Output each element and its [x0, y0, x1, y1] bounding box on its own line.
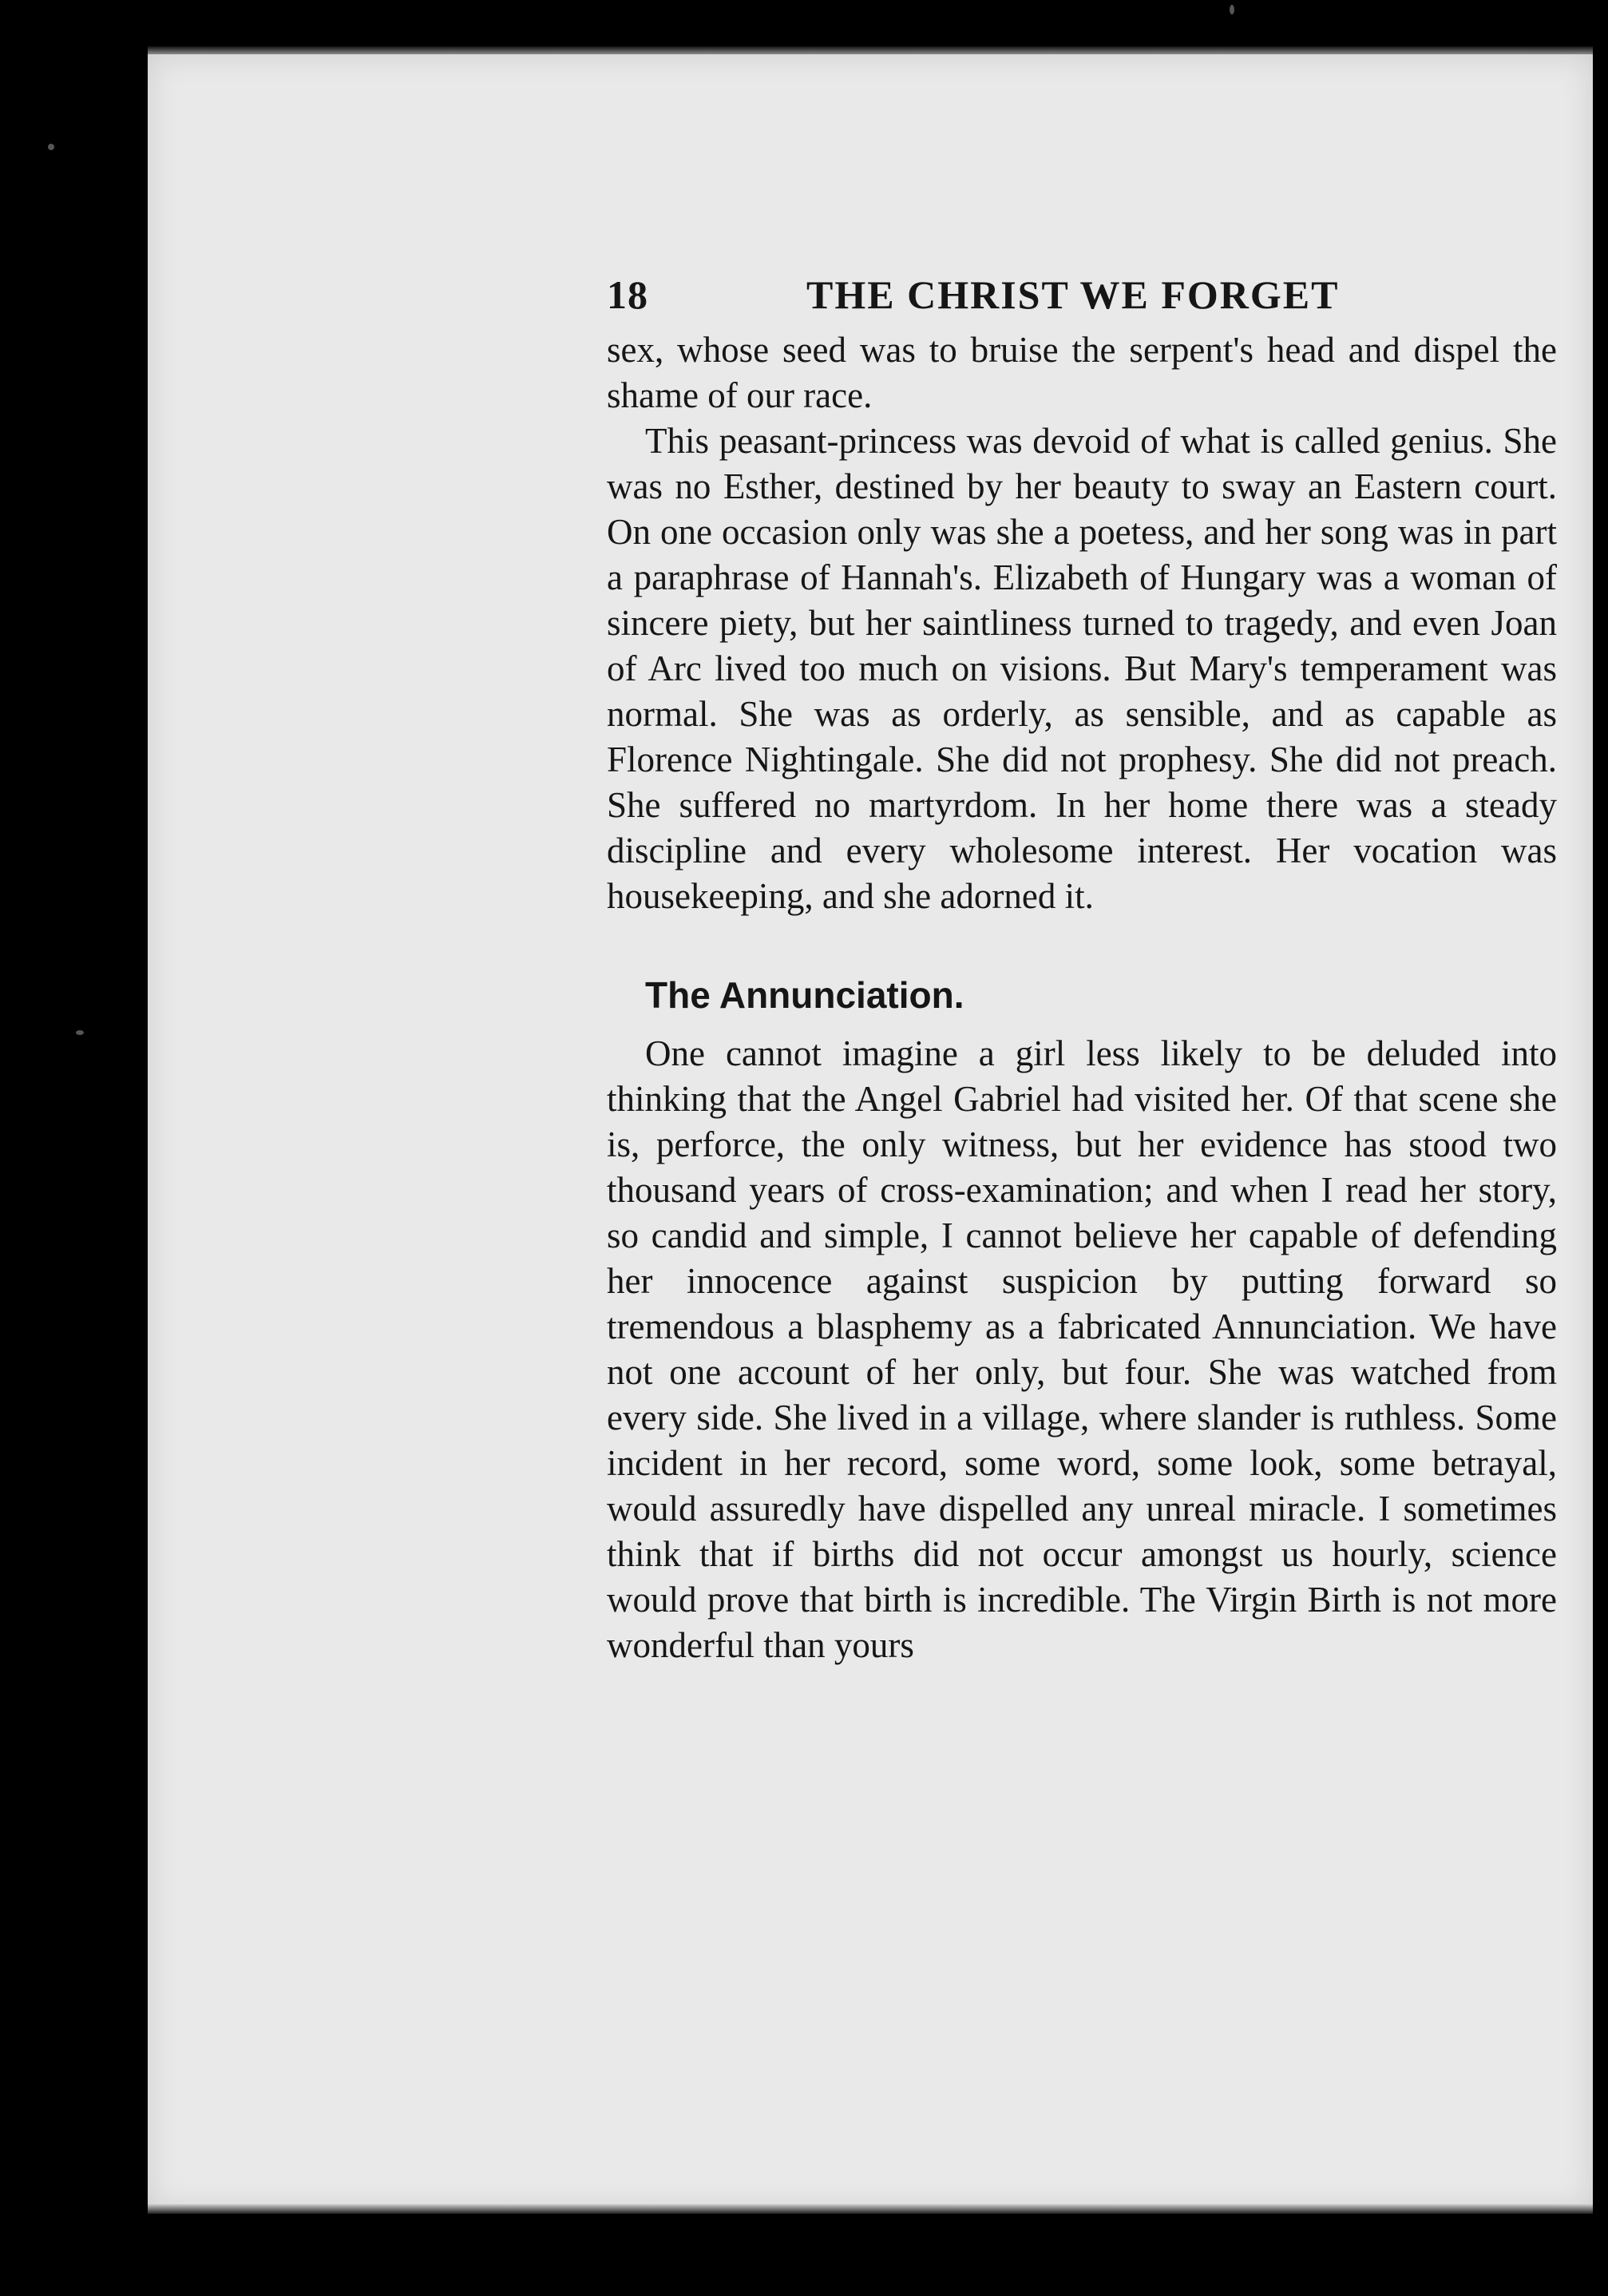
scan-speck — [1230, 5, 1234, 14]
section-heading: The Annunciation. — [645, 974, 964, 1016]
paragraph-continued: sex, whose seed was to bruise the serpent's head and dispel the shame of our race. — [607, 330, 1557, 415]
page-bottom-edge — [148, 2204, 1593, 2214]
paragraph: This peasant-princess was devoid of what is called genius. She was no Esther, destined by her beauty to sway an Eastern court. On one occasion only was she a poetess, and her song was in part a paraphrase of Hannah's. Elizabeth of Hungary was a woman of sincere piety, but her saintliness turned to tragedy, and even Joan of Arc lived too much on visions. But Mary's temperament was normal. She was as orderly, as sensible, and as capable as Florence Nightingale. She did not prophesy. She did not preach. She suffered no martyrdom. In her home there was a steady discipline and every wholesome interest. Her vocation was housekeeping, and she adorned it. — [607, 421, 1557, 916]
running-title: THE CHRIST WE FORGET — [806, 272, 1340, 317]
page-text-block — [607, 272, 1557, 1668]
paragraph: One cannot imagine a girl less likely to be deluded into thinking that the Angel Gabriel had visited her. Of that scene she is, perforce, the only witness, but her evidence has stood two thousand years of cross-examination; and when I read her story, so candid and simple, I cannot believe her capable of defending her innocence against suspicion by putting forward so tremendous a blasphemy as a fabricated Annunciation. We have not one account of her only, but four. She was watched from every side. She lived in a village, where slander is ruthless. Some incident in her record, some word, some look, some betrayal, would assuredly have dispelled any unreal miracle. I sometimes think that if births did not occur amongst us hourly, science would prove that birth is incredible. The Virgin Birth is not more wonderful than yours — [607, 1033, 1557, 1665]
page-number: 18 — [607, 272, 648, 317]
running-head — [607, 272, 1557, 327]
scan-speck — [76, 1030, 84, 1035]
scan-speck — [48, 144, 54, 150]
